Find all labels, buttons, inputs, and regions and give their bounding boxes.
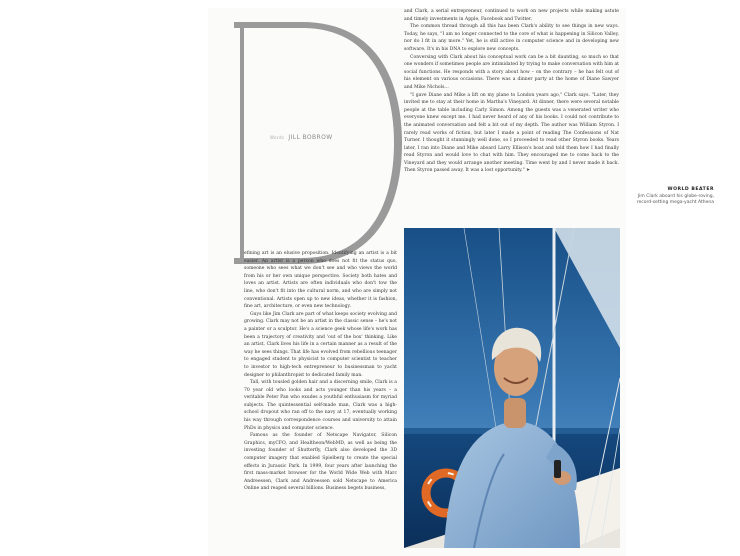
paragraph: Conversing with Clark about his conceptual work can be a bit daunting, so much so that one wonders if sometimes people are intimidated by trying to make conversation with him at social functions. He responds with a story about how – on the contrary – he has felt out of his element on various occasions. There was a dinner party at the home of Diane Sawyer and Mike Nichols...	[404, 54, 619, 90]
paragraph: Tall, with tousled golden hair and a discerning smile, Clark is a 70 year old who looks and acts younger than his years – a veritable Peter Pan who exudes a youthful enthusiasm for myriad subjects. The quintessential self-made man, Clark was a high-school dropout who ran off to the navy at 17, eventually working his way through correspondence courses and university to attain PhDs in physics and computer science.	[244, 380, 397, 431]
byline-label: Words	[270, 135, 285, 140]
paragraph: efining art is an elusive proposition. Identifying an artist is a bit easier. An artist is a person who does not fit the status quo, someone who sees what we don't see and who views the world from his or her own unique perspective. Society both hates and loves an artist. Artists are often individuals who don't tow the line, who don't fit into the cultural norm, and who are simply not conventional. Artists open up to new ideas, whether it is fashion, fine art, architecture, or even new technology.	[244, 251, 397, 310]
paragraph: The common thread through all this has been Clark's ability to see things in new ways. Today, he says, "I am no longer connected to the core of what is happening in Silicon Valley, nor do I fit in any more." Yet, he is still active in computer science and in developing new software. It's in his DNA to explore new concepts.	[404, 24, 619, 52]
paragraph: "I gave Diane and Mike a lift on my plane to London years ago," Clark says. "Later, they invited me to stay at their home in Martha's Vineyard. At dinner, there were several notable people at the table including Carly Simon. Among the guests was a venerated writer who everyone knew except me. I had never heard of any of his books. I could not contribute to the animated conversation and felt a bit out of my depth. The author was William Styron. I rarely read works of fiction, but later I made a point of reading The Confessions of Nat Turner. I thought it stunningly well done, so I proceeded to read other Styron books. Years later, I ran into Diane and Mike aboard Larry Ellison's boat and told them how I had finally read Styron and would love to chat with him. They encouraged me to come back to the Vineyard and they would arrange another meeting. Time went by and I never made it back. Then Styron passed away. It was a lost opportunity." ➤	[404, 92, 619, 174]
byline-author: JILL BOBROW	[288, 134, 333, 141]
caption-title: WORLD BEATER	[667, 187, 714, 192]
paragraph: Famous as the founder of Netscape Navigator, Silicon Graphics, myCFO, and Healtheon/WebMD, as well as being the investing founder of Shutterfly, Clark also developed the 3D computer imagery that enabled Spielberg to create the special effects in Jurassic Park. In 1999, four years after launching the first mass-market browser for the World Wide Web with Marc Andreessen, Clark and Andreessen sold Netscape to America Online and reaped several billions. Business begets business,	[244, 433, 397, 492]
yacht-photo	[404, 228, 620, 548]
paragraph: and Clark, a serial entrepreneur, continued to work on new projects while making astute and timely investments in Apple, Facebook and Twitter.	[404, 9, 619, 22]
paragraph: Guys like Jim Clark are part of what keeps society evolving and growing. Clark may not be an artist in the classic sense – he's not a painter or a sculptor. He's a science geek whose life's work has been a trajectory of creativity and 'out of the box' thinking. Like an artist, Clark lives his life in a certain manner as a result of the way he sees things. That life has evolved from rebellious teenager to engaged student to physicist to computer scientist to teacher to investor to high-tech entrepreneur to businessman to yacht designer to philanthropist to dedicated family man.	[244, 311, 397, 378]
photo-caption	[634, 187, 714, 206]
dropcap-letter	[210, 18, 406, 268]
byline	[270, 134, 333, 141]
caption-text: Jim Clark aboard his globe-roving, record-setting mega-yacht Athena	[636, 194, 714, 205]
article-column-left	[244, 250, 397, 550]
